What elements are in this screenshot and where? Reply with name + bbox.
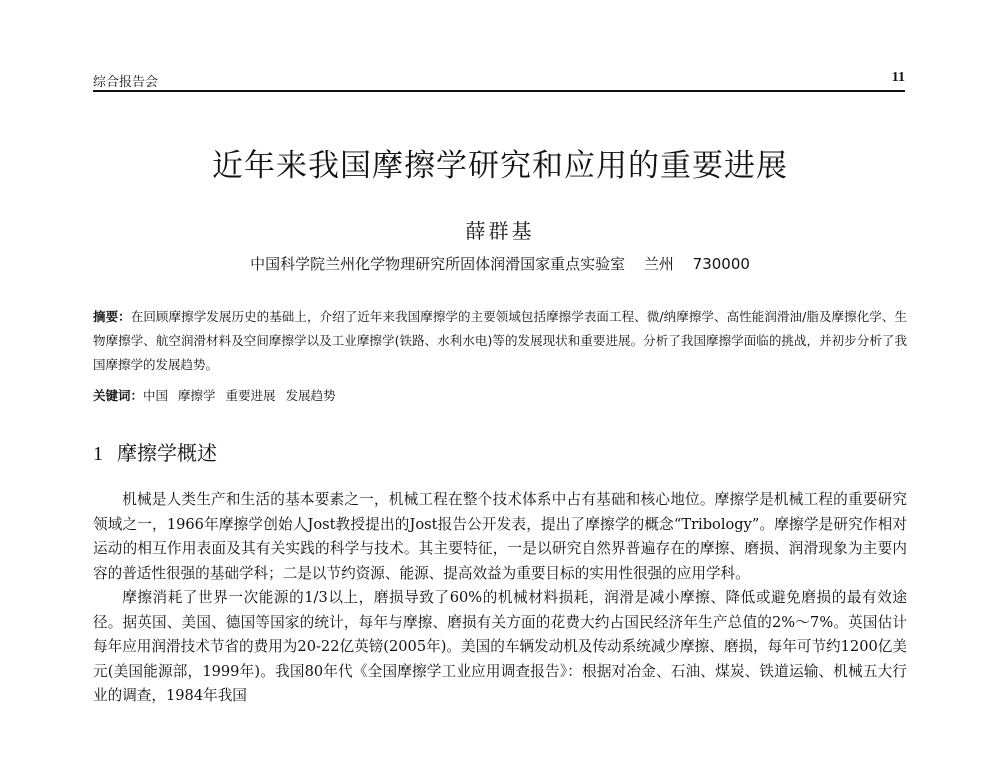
abstract-label: 摘要： — [93, 309, 131, 324]
journal-section-label: 综合报告会 — [93, 75, 159, 90]
paragraph: 机械是人类生产和生活的基本要素之一，机械工程在整个技术体系中占有基础和核心地位。摩擦学是机械工程的重要研究领域之一，1966年摩擦学创始人Jost教授提出的Jost报告公开发表，提出了摩擦学的概念“Tribology”。摩擦学是研究作相对运动的相互作用表面及其有关实践的科学与技术。其主要特征，一是以研究自然界普遍存在的摩擦、磨损、润滑现象为主要内容的普适性很强的基础学科；二是以节约资源、能源、提高效益为重要目标的实用性很强的应用学科。 — [93, 491, 907, 582]
keyword: 中国 — [143, 388, 169, 403]
paper-title: 近年来我国摩擦学研究和应用的重要进展 — [212, 148, 788, 184]
section-heading — [93, 437, 217, 466]
section-number: 1 — [93, 443, 103, 465]
body-text — [93, 488, 907, 709]
affiliation-institution: 中国科学院兰州化学物理研究所固体润滑国家重点实验室 — [250, 255, 626, 273]
abstract — [93, 305, 907, 377]
author-affiliation — [0, 253, 1000, 274]
abstract-text: 在回顾摩擦学发展历史的基础上，介绍了近年来我国摩擦学的主要领域包括摩擦学表面工程、微/纳摩擦学、高性能润滑油/脂及摩擦化学、生物摩擦学、航空润滑材料及空间摩擦学以及工业摩擦学(铁路、水利水电)等的发展现状和重要进展。分析了我国摩擦学面临的挑战，并初步分析了我国摩擦学的发展趋势。 — [93, 309, 907, 372]
paragraph: 摩擦消耗了世界一次能源的1/3以上，磨损导致了60%的机械材料损耗，润滑是减小摩擦、降低或避免磨损的最有效途径。据英国、美国、德国等国家的统计，每年与摩擦、磨损有关方面的花费大约占国民经济年生产总值的2%～7%。英国估计每年应用润滑技术节省的费用为20-22亿英镑(2005年)。美国的车辆发动机及传动系统减少摩擦、磨损，每年可节约1200亿美元(美国能源部，1999年)。我国80年代《全国摩擦学工业应用调查报告》：根据对冶金、石油、煤炭、铁道运输、机械五大行业的调查，1984年我国 — [93, 589, 907, 704]
keyword: 重要进展 — [225, 388, 276, 403]
keyword: 发展趋势 — [285, 388, 336, 403]
section-title: 摩擦学概述 — [117, 441, 217, 465]
affiliation-postcode: 730000 — [692, 255, 750, 273]
affiliation-city: 兰州 — [643, 255, 674, 273]
keywords — [93, 386, 907, 404]
keywords-label: 关键词： — [93, 388, 144, 403]
author-name: 薛群基 — [465, 219, 535, 243]
running-header — [93, 70, 905, 92]
keyword: 摩擦学 — [178, 388, 216, 403]
page-number: 11 — [891, 70, 905, 85]
